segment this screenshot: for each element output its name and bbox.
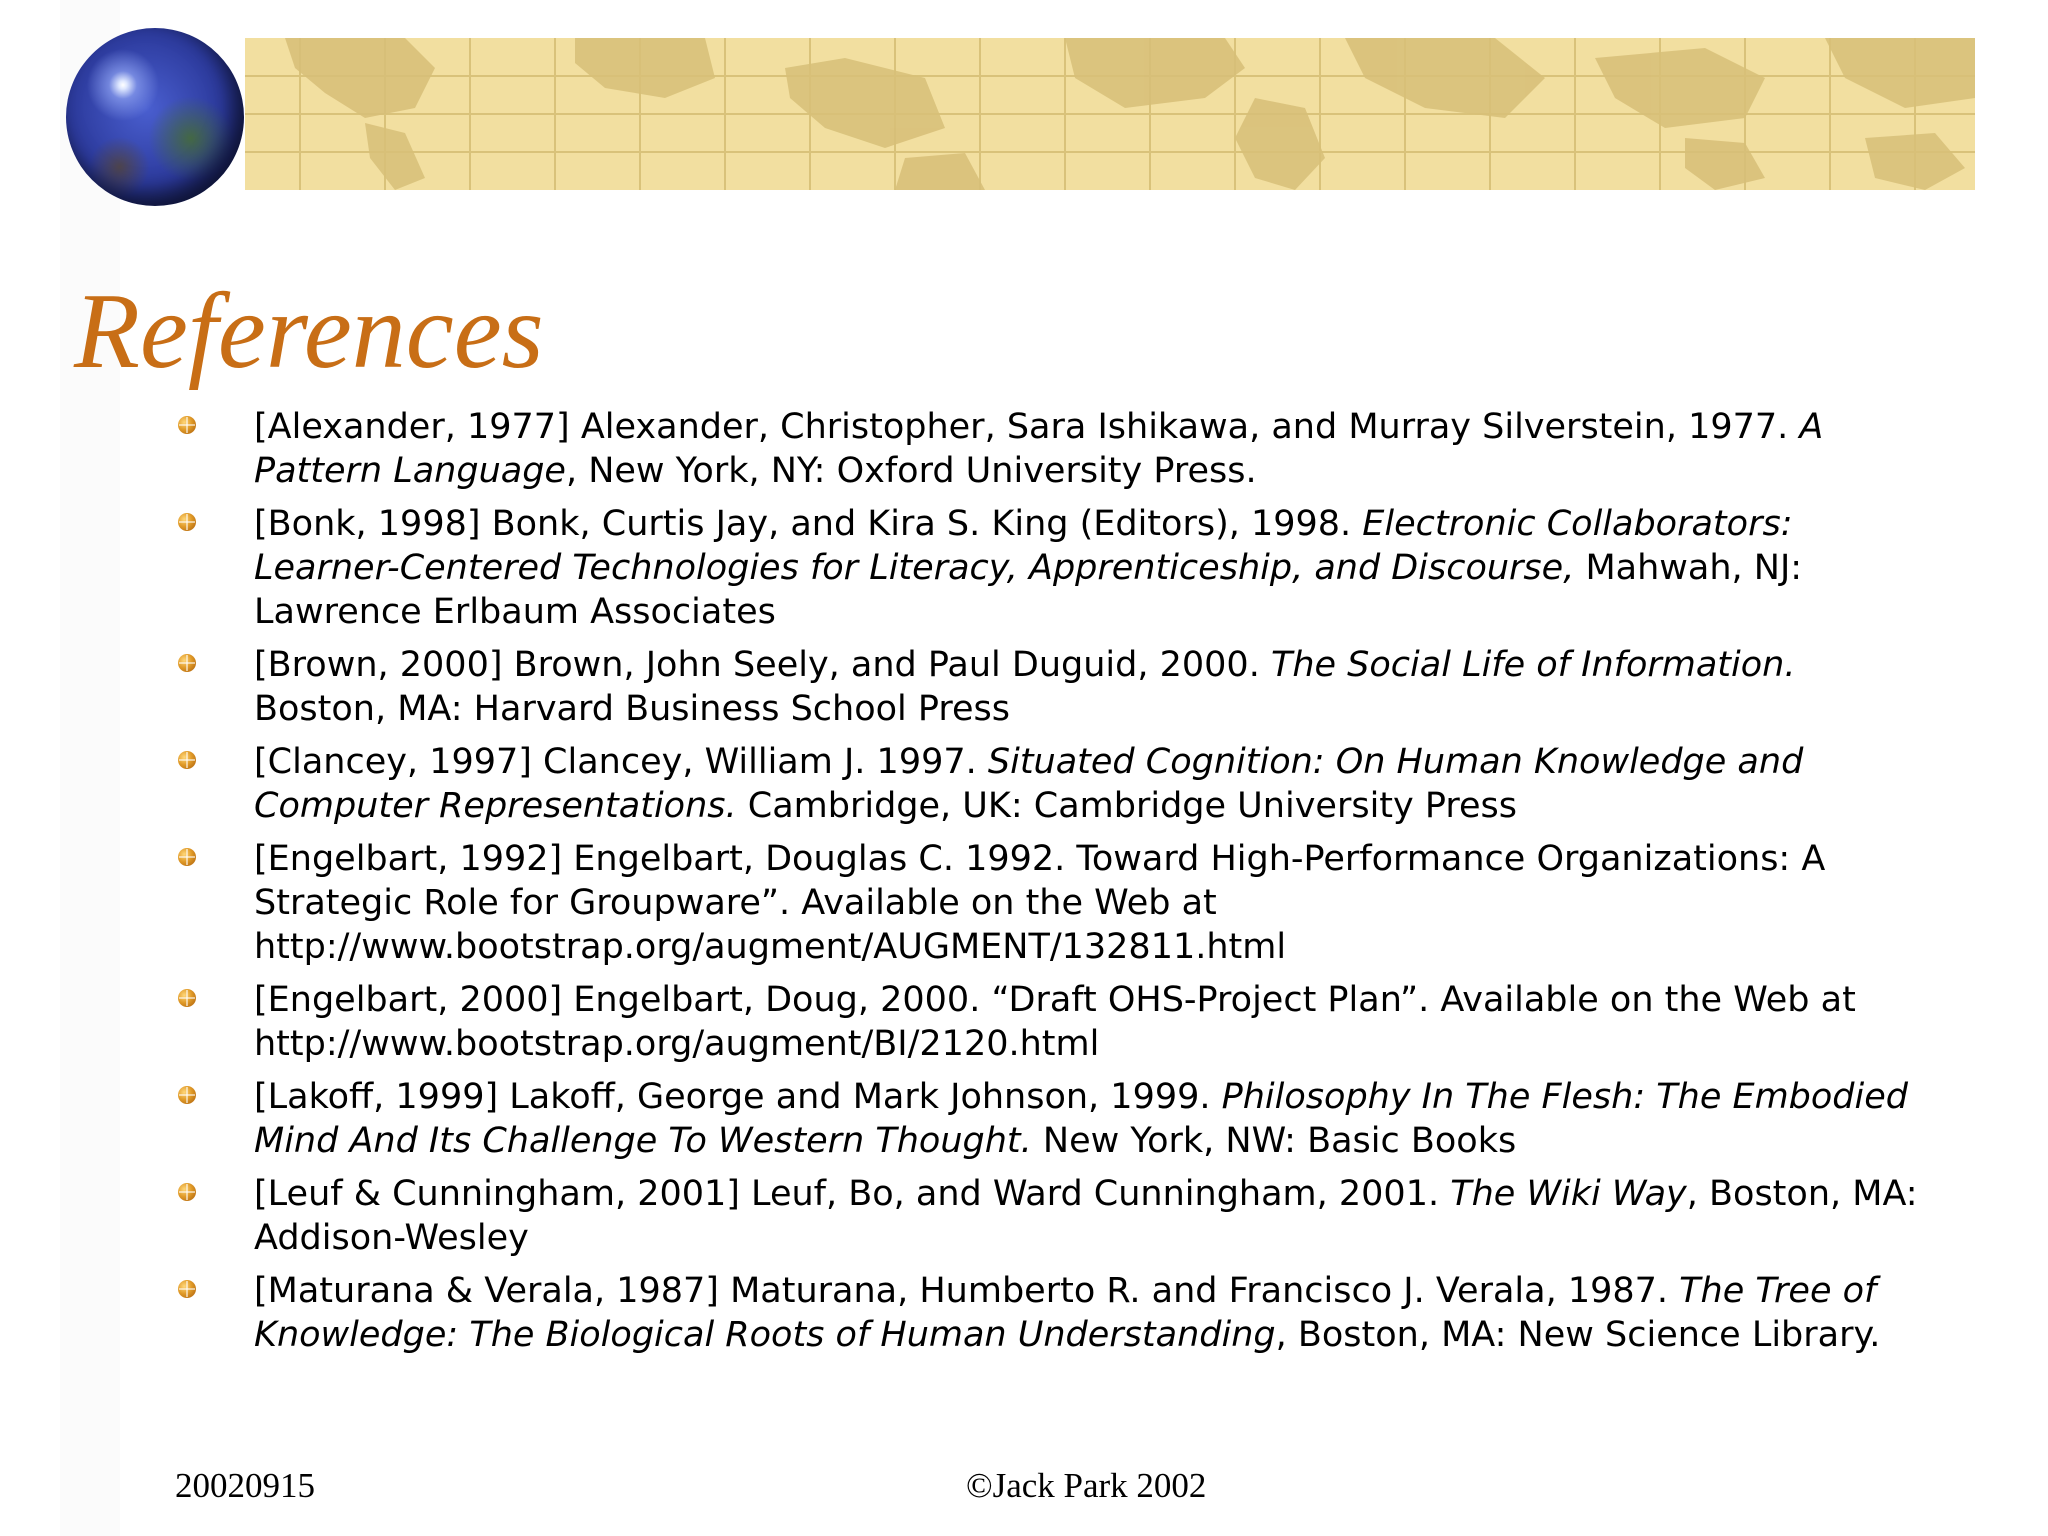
bullet-icon [178,848,196,866]
reference-title: Electronic Collaborators: Learner-Centered Technologies for Literacy, Apprenticeship, and Discourse, [254,504,1793,588]
reference-segment: , Boston, MA: New Science Library. [1275,1315,1881,1355]
reference-text [254,1174,1918,1258]
reference-segment: [Leuf & Cunningham, 2001] Leuf, Bo, and Ward Cunningham, 2001. [254,1174,1451,1214]
reference-segment: [Alexander, 1977] Alexander, Christopher, Sara Ishikawa, and Murray Silverstein, 1977. [254,407,1800,447]
page-title: References [74,272,544,391]
reference-text [254,645,1795,729]
reference-list [178,405,1918,1366]
reference-segment: [Lakoff, 1999] Lakoff, George and Mark Johnson, 1999. [254,1077,1222,1117]
reference-text [254,839,1825,967]
reference-item [178,643,1918,731]
reference-item [178,405,1918,493]
reference-title: Philosophy In The Flesh: The Embodied Mind And Its Challenge To Western Thought. [254,1077,1909,1161]
reference-item [178,502,1918,634]
footer-date: 20020915 [175,1466,315,1505]
bullet-icon [178,1086,196,1104]
reference-title: A Pattern Language [254,407,1824,491]
reference-title: The Wiki Way [1450,1174,1687,1214]
reference-title: The Tree of Knowledge: The Biological Roots of Human Understanding [254,1271,1877,1355]
bullet-icon [178,416,196,434]
bullet-icon [178,751,196,769]
reference-text [254,407,1823,491]
reference-segment: [Maturana & Verala, 1987] Maturana, Humberto R. and Francisco J. Verala, 1987. [254,1271,1680,1311]
left-margin-strip [60,0,120,1536]
world-map-graphic [245,38,1975,190]
reference-text [254,980,1856,1064]
reference-item [178,837,1918,969]
bullet-icon [178,654,196,672]
bullet-icon [178,989,196,1007]
reference-segment: Boston, MA: Harvard Business School Press [254,689,1011,729]
reference-text [254,1077,1908,1161]
reference-item [178,1075,1918,1163]
reference-item [178,1172,1918,1260]
reference-title: Situated Cognition: On Human Knowledge and Computer Representations. [254,742,1804,826]
reference-segment: [Engelbart, 1992] Engelbart, Douglas C. 1992. Toward High-Performance Organizations: A Strategic Role for Groupware”. Available on the Web at http://www.bootstrap.org/augment/AUGMENT/132811.html [254,839,1826,967]
world-map-banner [245,38,1975,190]
reference-text [254,504,1802,632]
reference-segment: [Bonk, 1998] Bonk, Curtis Jay, and Kira S. King (Editors), 1998. [254,504,1363,544]
reference-segment: [Engelbart, 2000] Engelbart, Doug, 2000. “Draft OHS-Project Plan”. Available on the Web at http://www.bootstrap.org/augment/BI/2120.html [254,980,1856,1064]
reference-text [254,742,1803,826]
bullet-icon [178,1280,196,1298]
reference-segment: Cambridge, UK: Cambridge University Press [736,786,1517,826]
reference-item [178,740,1918,828]
bullet-icon [178,513,196,531]
footer-copyright: ©Jack Park 2002 [966,1466,1207,1505]
globe-icon [66,28,244,206]
reference-segment: , New York, NY: Oxford University Press. [565,451,1257,491]
reference-item [178,1269,1918,1357]
reference-segment: [Brown, 2000] Brown, John Seely, and Paul Duguid, 2000. [254,645,1271,685]
reference-text [254,1271,1880,1355]
reference-item [178,978,1918,1066]
reference-segment: Mahwah, NJ: Lawrence Erlbaum Associates [254,548,1803,632]
reference-title: The Social Life of Information. [1270,645,1796,685]
reference-segment: New York, NW: Basic Books [1031,1121,1517,1161]
reference-segment: [Clancey, 1997] Clancey, William J. 1997. [254,742,988,782]
reference-segment: , Boston, MA: Addison-Wesley [254,1174,1918,1258]
bullet-icon [178,1183,196,1201]
